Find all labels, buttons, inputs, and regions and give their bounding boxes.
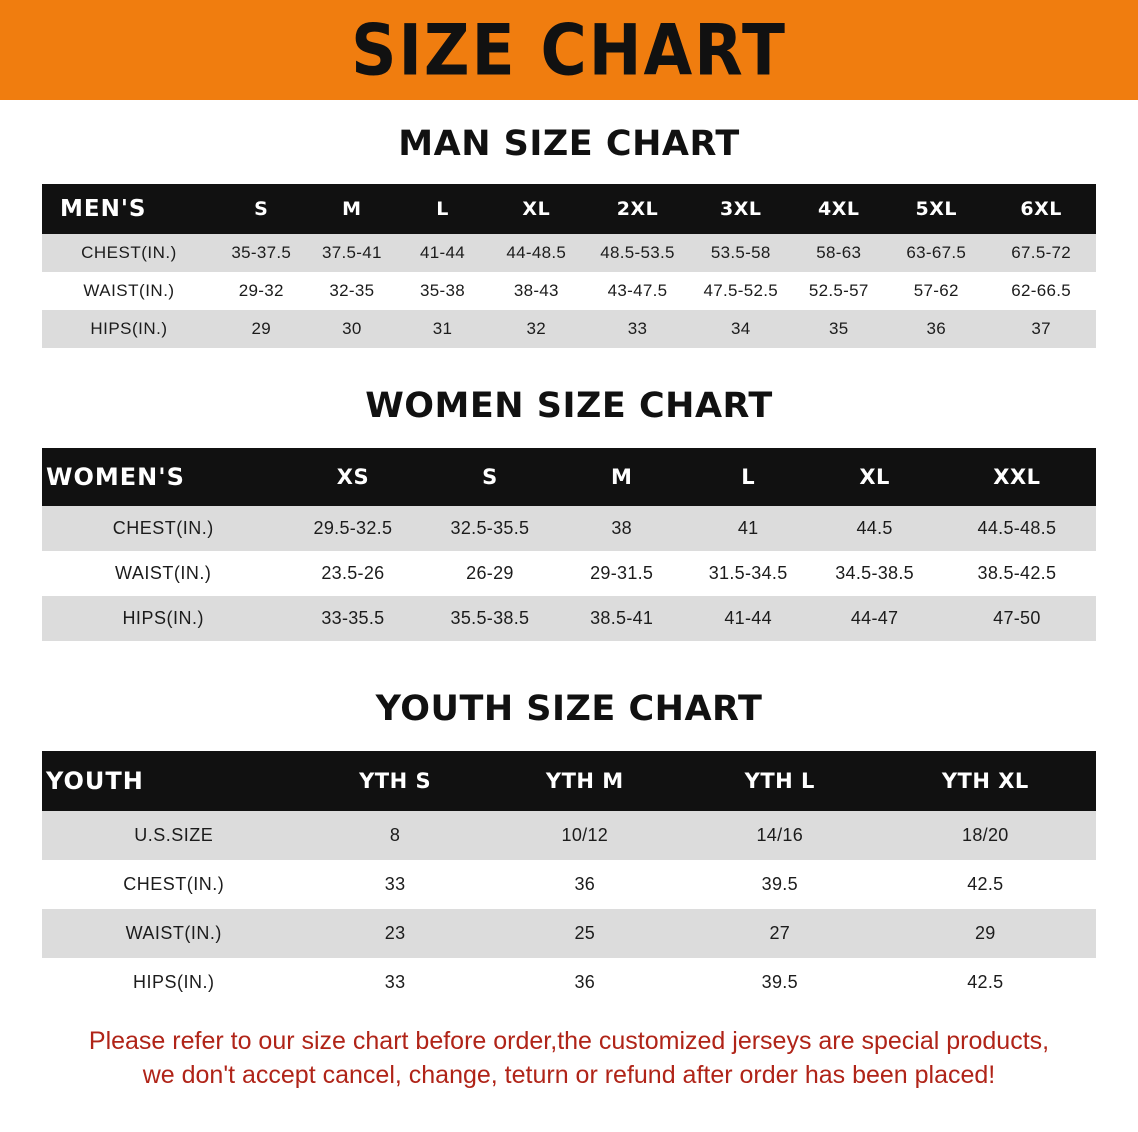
col-header-2xl: 2XL [585, 184, 690, 234]
table-row [42, 272, 1096, 310]
cell: 43-47.5 [585, 272, 690, 310]
row-label: HIPS(IN.) [42, 310, 216, 348]
cell: 63-67.5 [886, 234, 986, 272]
cell: 35 [791, 310, 886, 348]
col-header-m: M [558, 448, 684, 506]
cell: 36 [485, 958, 685, 1007]
cell: 29.5-32.5 [284, 506, 421, 551]
youth-table-wrap [42, 751, 1096, 1007]
table-header-row [42, 448, 1096, 506]
cell: 47.5-52.5 [690, 272, 791, 310]
row-label: WAIST(IN.) [42, 909, 306, 958]
disclaimer-line-2: we don't accept cancel, change, teturn or refund after order has been placed! [142, 1060, 996, 1089]
cell: 34.5-38.5 [811, 551, 937, 596]
col-header-l: L [685, 448, 811, 506]
cell: 34 [690, 310, 791, 348]
table-row [42, 310, 1096, 348]
youth-section-heading: YOUTH SIZE CHART [375, 689, 763, 729]
table-row [42, 958, 1096, 1007]
row-label: WAIST(IN.) [42, 551, 284, 596]
women-table-wrap [42, 448, 1096, 641]
cell: 53.5-58 [690, 234, 791, 272]
row-label: WAIST(IN.) [42, 272, 216, 310]
cell: 48.5-53.5 [585, 234, 690, 272]
banner [0, 0, 1138, 100]
cell: 38.5-41 [558, 596, 684, 641]
cell: 37 [986, 310, 1096, 348]
cell: 23 [306, 909, 485, 958]
cell: 35.5-38.5 [421, 596, 558, 641]
cell: 35-37.5 [216, 234, 307, 272]
cell: 25 [485, 909, 685, 958]
women-size-table [42, 448, 1096, 641]
cell: 42.5 [875, 958, 1096, 1007]
table-row [42, 234, 1096, 272]
cell: 23.5-26 [284, 551, 421, 596]
col-header-4xl: 4XL [791, 184, 886, 234]
man-section-heading: MAN SIZE CHART [398, 124, 740, 164]
cell: 38.5-42.5 [938, 551, 1096, 596]
disclaimer-line-1: Please refer to our size chart before order,the customized jerseys are special products, [88, 1027, 1050, 1055]
cell: 10/12 [485, 811, 685, 860]
banner-title: SIZE CHART [351, 9, 787, 91]
cell: 18/20 [875, 811, 1096, 860]
cell: 31.5-34.5 [685, 551, 811, 596]
table-row [42, 596, 1096, 641]
table-header-row [42, 184, 1096, 234]
col-header-xxl: XXL [938, 448, 1096, 506]
row-label: HIPS(IN.) [42, 958, 306, 1007]
man-size-table [42, 184, 1096, 348]
cell: 31 [397, 310, 488, 348]
table-row [42, 506, 1096, 551]
cell: 58-63 [791, 234, 886, 272]
cell: 33-35.5 [284, 596, 421, 641]
cell: 39.5 [685, 860, 875, 909]
col-header-m: M [307, 184, 398, 234]
col-header-xs: XS [284, 448, 421, 506]
cell: 41 [685, 506, 811, 551]
man-table-wrap [42, 184, 1096, 348]
cell: 30 [307, 310, 398, 348]
cell: 8 [306, 811, 485, 860]
cell: 42.5 [875, 860, 1096, 909]
cell: 67.5-72 [986, 234, 1096, 272]
disclaimer-note [34, 1025, 1104, 1093]
table-row [42, 551, 1096, 596]
women-section-heading: WOMEN SIZE CHART [365, 386, 773, 426]
row-label: U.S.SIZE [42, 811, 306, 860]
col-header-womens: WOMEN'S [42, 448, 284, 506]
cell: 38-43 [488, 272, 585, 310]
cell: 33 [306, 958, 485, 1007]
cell: 41-44 [397, 234, 488, 272]
cell: 14/16 [685, 811, 875, 860]
row-label: CHEST(IN.) [42, 860, 306, 909]
cell: 27 [685, 909, 875, 958]
col-header-xl: XL [488, 184, 585, 234]
cell: 39.5 [685, 958, 875, 1007]
col-header-3xl: 3XL [690, 184, 791, 234]
cell: 36 [485, 860, 685, 909]
cell: 57-62 [886, 272, 986, 310]
col-header-yth-m: YTH M [485, 751, 685, 811]
col-header-5xl: 5XL [886, 184, 986, 234]
col-header-6xl: 6XL [986, 184, 1096, 234]
cell: 36 [886, 310, 986, 348]
cell: 29-32 [216, 272, 307, 310]
cell: 35-38 [397, 272, 488, 310]
col-header-mens: MEN'S [42, 184, 216, 234]
cell: 44-47 [811, 596, 937, 641]
cell: 62-66.5 [986, 272, 1096, 310]
table-header-row [42, 751, 1096, 811]
cell: 29 [216, 310, 307, 348]
col-header-yth-l: YTH L [685, 751, 875, 811]
cell: 32 [488, 310, 585, 348]
col-header-l: L [397, 184, 488, 234]
row-label: CHEST(IN.) [42, 506, 284, 551]
cell: 44.5-48.5 [938, 506, 1096, 551]
col-header-youth: YOUTH [42, 751, 306, 811]
cell: 32-35 [307, 272, 398, 310]
cell: 26-29 [421, 551, 558, 596]
cell: 37.5-41 [307, 234, 398, 272]
youth-size-table [42, 751, 1096, 1007]
cell: 32.5-35.5 [421, 506, 558, 551]
col-header-s: S [421, 448, 558, 506]
cell: 47-50 [938, 596, 1096, 641]
cell: 29 [875, 909, 1096, 958]
row-label: CHEST(IN.) [42, 234, 216, 272]
cell: 33 [585, 310, 690, 348]
cell: 29-31.5 [558, 551, 684, 596]
cell: 38 [558, 506, 684, 551]
table-row [42, 811, 1096, 860]
cell: 44.5 [811, 506, 937, 551]
col-header-yth-xl: YTH XL [875, 751, 1096, 811]
table-row [42, 860, 1096, 909]
cell: 41-44 [685, 596, 811, 641]
col-header-s: S [216, 184, 307, 234]
cell: 33 [306, 860, 485, 909]
col-header-xl: XL [811, 448, 937, 506]
cell: 52.5-57 [791, 272, 886, 310]
table-row [42, 909, 1096, 958]
col-header-yth-s: YTH S [306, 751, 485, 811]
cell: 44-48.5 [488, 234, 585, 272]
row-label: HIPS(IN.) [42, 596, 284, 641]
